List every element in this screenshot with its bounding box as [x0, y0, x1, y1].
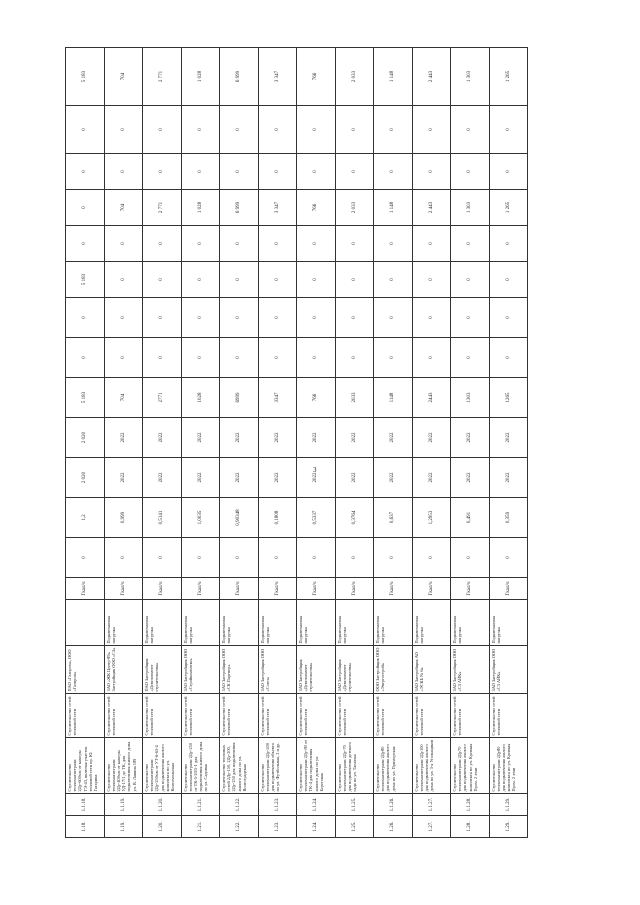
- table-row: [451, 48, 490, 838]
- cell-purpose: Строительство сетей тепловой сети: [451, 694, 490, 738]
- cell-company: ЗАО Застройщик ООО «СЗ АЙК»: [489, 646, 528, 694]
- cell-unit: Гкал/ч: [412, 578, 451, 600]
- cell-v9: 0: [66, 154, 105, 190]
- cell-purpose: Строительство сетей тепловой сети: [66, 694, 105, 738]
- cell-v9: 0: [374, 154, 413, 190]
- cell-v11: 1 148: [374, 48, 413, 106]
- cell-v8: 2 443: [412, 190, 451, 226]
- cell-v7: 0: [220, 226, 259, 262]
- cell-v1: 0: [66, 538, 105, 578]
- cell-load_type: Подключаемая нагрузка: [451, 600, 490, 646]
- page-number: 3: [313, 466, 317, 474]
- cell-v4: 0: [335, 338, 374, 378]
- cell-load_type: Подключаемая нагрузка: [220, 600, 259, 646]
- cell-v11: 1 028: [181, 48, 220, 106]
- cell-v8: 2 771: [143, 190, 182, 226]
- cell-v11: 2 033: [335, 48, 374, 106]
- cell-year2: 2022: [258, 418, 297, 458]
- cell-no: 1.21.: [181, 816, 220, 838]
- cell-load_type: Подключаемая нагрузка: [335, 600, 374, 646]
- cell-no: 1.19.: [104, 816, 143, 838]
- cell-purpose: Строительство сетей тепловой сети: [412, 694, 451, 738]
- cell-v2: 0,3764: [335, 498, 374, 538]
- cell-v3: 1028: [181, 378, 220, 418]
- cell-v11: 1 303: [451, 48, 490, 106]
- cell-company: ПАО Застройщик «Девелопмент строительства»: [143, 646, 182, 694]
- table-row: [143, 48, 182, 838]
- cell-v10: 0: [258, 106, 297, 154]
- cell-purpose: Строительство сетей тепловой сети: [489, 694, 528, 738]
- table-row: [66, 48, 105, 838]
- cell-v4: 0: [489, 338, 528, 378]
- cell-no: 1.18.: [66, 816, 105, 838]
- cell-v8: 2 033: [335, 190, 374, 226]
- cell-v11: 1 265: [489, 48, 528, 106]
- cell-year2: 2022: [451, 418, 490, 458]
- cell-v3: 3347: [258, 378, 297, 418]
- cell-v6: 0: [220, 262, 259, 298]
- cell-v1: 0: [104, 538, 143, 578]
- cell-v8: 3 347: [258, 190, 297, 226]
- cell-v7: 0: [104, 226, 143, 262]
- cell-year1: 2022: [297, 458, 336, 498]
- cell-name: Строительство тепломагистрали 2Ду-80 от ТК-4 для подключения жилого дома по ул. Береговая: [297, 738, 336, 794]
- cell-year1: 2022: [258, 458, 297, 498]
- cell-v7: 0: [489, 226, 528, 262]
- cell-company: ЗАО Застройщик АО «ЭСКБ № 6»: [412, 646, 451, 694]
- cell-year2: 2 020: [66, 418, 105, 458]
- cell-v3: 704: [104, 378, 143, 418]
- table-row: [412, 48, 451, 838]
- cell-v10: 0: [489, 106, 528, 154]
- cell-v8: 1 265: [489, 190, 528, 226]
- cell-company: ЗАО Застройщик ООО «СЗ АЙК»: [451, 646, 490, 694]
- cell-purpose: Строительство сетей тепловой сети: [104, 694, 143, 738]
- table-row: [335, 48, 374, 838]
- cell-unit: Гкал/ч: [181, 578, 220, 600]
- cell-no: 1.25.: [335, 816, 374, 838]
- cell-v8: 704: [104, 190, 143, 226]
- cell-v1: 0: [143, 538, 182, 578]
- cell-v10: 0: [104, 106, 143, 154]
- table-row: [220, 48, 259, 838]
- cell-v5: 0: [258, 298, 297, 338]
- cell-v4: 0: [258, 338, 297, 378]
- cell-v5: 0: [335, 298, 374, 338]
- cell-v2: 0,491: [451, 498, 490, 538]
- cell-unit: Гкал/ч: [258, 578, 297, 600]
- cell-name: Строительство тепломагистрали 2Ду-250мм от УТ-6-63-4 для подключения жилого комплекса по ул. Комсомольская: [143, 738, 182, 794]
- cell-company: ПАО «Газпром», ООО «Газпром»: [66, 646, 105, 694]
- cell-v3: 2033: [335, 378, 374, 418]
- cell-no: 1.22.: [220, 816, 259, 838]
- cell-year1: 2022: [104, 458, 143, 498]
- cell-v8: 1 303: [451, 190, 490, 226]
- cell-v11: 5 183: [66, 48, 105, 106]
- table-row: [374, 48, 413, 838]
- cell-v6: 0: [412, 262, 451, 298]
- cell-load_type: Подключаемая нагрузка: [374, 600, 413, 646]
- cell-year1: 2022: [220, 458, 259, 498]
- cell-unit: Гкал/ч: [143, 578, 182, 600]
- investment-table: [65, 47, 528, 838]
- cell-v1: 0: [297, 538, 336, 578]
- cell-v4: 0: [220, 338, 259, 378]
- cell-code: 1.1.20.: [143, 794, 182, 816]
- cell-v10: 0: [297, 106, 336, 154]
- cell-v3: 2771: [143, 378, 182, 418]
- cell-v1: 0: [335, 538, 374, 578]
- cell-year2: 2022: [412, 418, 451, 458]
- cell-code: 1.1.22.: [220, 794, 259, 816]
- cell-year1: 2022: [374, 458, 413, 498]
- cell-load_type: Подключаемая нагрузка: [181, 600, 220, 646]
- cell-v5: 0: [143, 298, 182, 338]
- cell-v4: 0: [181, 338, 220, 378]
- cell-v11: 2 771: [143, 48, 182, 106]
- cell-load_type: Подключаемая нагрузка: [412, 600, 451, 646]
- cell-v7: 0: [335, 226, 374, 262]
- cell-year1: 2 020: [66, 458, 105, 498]
- cell-v10: 0: [374, 106, 413, 154]
- cell-v5: 0: [412, 298, 451, 338]
- cell-v9: 0: [489, 154, 528, 190]
- cell-v7: 0: [258, 226, 297, 262]
- cell-code: 1.1.29.: [489, 794, 528, 816]
- cell-code: 1.1.18.: [66, 794, 105, 816]
- cell-no: 1.29.: [489, 816, 528, 838]
- cell-v2: 0,1808: [258, 498, 297, 538]
- cell-v2: 0,999: [104, 498, 143, 538]
- cell-purpose: Строительство сетей тепловой сети: [220, 694, 259, 738]
- cell-code: 1.1.24.: [297, 794, 336, 816]
- cell-v9: 0: [335, 154, 374, 190]
- cell-v6: 0: [181, 262, 220, 298]
- cell-year1: 2022: [489, 458, 528, 498]
- cell-code: 1.1.23.: [258, 794, 297, 816]
- cell-v4: 0: [451, 338, 490, 378]
- cell-v4: 0: [104, 338, 143, 378]
- cell-unit: Гкал/ч: [297, 578, 336, 600]
- cell-v5: 0: [451, 298, 490, 338]
- cell-v6: 0: [335, 262, 374, 298]
- table-row: [297, 48, 336, 838]
- cell-unit: Гкал/ч: [451, 578, 490, 600]
- cell-v3: 766: [297, 378, 336, 418]
- cell-v9: 0: [451, 154, 490, 190]
- cell-no: 1.28.: [451, 816, 490, 838]
- cell-load_type: [66, 600, 105, 646]
- cell-year2: 2022: [489, 418, 528, 458]
- cell-v9: 0: [258, 154, 297, 190]
- cell-company: ЗАО «ЖК Центр-89» Застройщик ООО «СЗ»: [104, 646, 143, 694]
- cell-purpose: Строительство сетей тепловой сети: [181, 694, 220, 738]
- cell-v2: 1,2953: [412, 498, 451, 538]
- cell-v5: 0: [489, 298, 528, 338]
- cell-v7: 0: [181, 226, 220, 262]
- cell-v4: 0: [297, 338, 336, 378]
- cell-purpose: Строительство сетей тепловой сети: [143, 694, 182, 738]
- cell-purpose: Строительство сетей тепловой сети: [374, 694, 413, 738]
- cell-v5: 0: [374, 298, 413, 338]
- cell-year2: 2022: [374, 418, 413, 458]
- cell-v4: 0: [143, 338, 182, 378]
- cell-v8: 766: [297, 190, 336, 226]
- cell-v1: 0: [451, 538, 490, 578]
- cell-year1: 2022: [143, 458, 182, 498]
- cell-name: Строительство тепломагистрали 2Ду-200 для подключения объекта по ул. Футбольная, 2 и др.: [258, 738, 297, 794]
- cell-unit: Гкал/ч: [66, 578, 105, 600]
- cell-year2: 2022: [181, 418, 220, 458]
- cell-v9: 0: [297, 154, 336, 190]
- cell-name: Строительство тепломагистрали 2Ду70 для подключения жилого комплекса по ул. Крепкая Пром. 2 этап: [451, 738, 490, 794]
- cell-v9: 0: [412, 154, 451, 190]
- cell-v8: 0: [66, 190, 105, 226]
- cell-v3: 1148: [374, 378, 413, 418]
- cell-v4: 0: [66, 338, 105, 378]
- table-row: [258, 48, 297, 838]
- cell-v11: 3 347: [258, 48, 297, 106]
- cell-v10: 0: [412, 106, 451, 154]
- cell-v2: 0,5337: [297, 498, 336, 538]
- cell-v2: 1,2: [66, 498, 105, 538]
- cell-year1: 2022: [335, 458, 374, 498]
- cell-v3: 1303: [451, 378, 490, 418]
- cell-v5: 0: [220, 298, 259, 338]
- cell-v10: 0: [66, 106, 105, 154]
- cell-v2: 0,5141: [143, 498, 182, 538]
- cell-v7: 0: [412, 226, 451, 262]
- cell-v3: 5 183: [66, 378, 105, 418]
- cell-v3: 2443: [412, 378, 451, 418]
- cell-unit: Гкал/ч: [335, 578, 374, 600]
- cell-no: 1.23.: [258, 816, 297, 838]
- cell-v6: 0: [104, 262, 143, 298]
- cell-year1: 2022: [181, 458, 220, 498]
- cell-code: 1.1.21.: [181, 794, 220, 816]
- cell-v11: 766: [297, 48, 336, 106]
- cell-v9: 0: [220, 154, 259, 190]
- cell-v9: 0: [181, 154, 220, 190]
- cell-v6: 5 183: [66, 262, 105, 298]
- cell-v2: 0,90348: [220, 498, 259, 538]
- cell-company: ЗАО Застройщик «Девелопмент строительства»: [297, 646, 336, 694]
- table-row: [104, 48, 143, 838]
- cell-year2: 2022: [143, 418, 182, 458]
- cell-v5: 0: [181, 298, 220, 338]
- cell-year1: 2022: [412, 458, 451, 498]
- cell-v10: 0: [181, 106, 220, 154]
- cell-v6: 0: [297, 262, 336, 298]
- cell-v10: 0: [143, 106, 182, 154]
- cell-company: ЗАО Застройщик ООО «Союз»: [258, 646, 297, 694]
- cell-v2: 0,637: [374, 498, 413, 538]
- cell-v10: 0: [220, 106, 259, 154]
- cell-v3: 6999: [220, 378, 259, 418]
- cell-company: ЗАО Застройщик «Девелопмент строительства»: [335, 646, 374, 694]
- cell-v4: 0: [412, 338, 451, 378]
- cell-v7: 0: [451, 226, 490, 262]
- cell-code: 1.1.28.: [451, 794, 490, 816]
- cell-v1: 0: [258, 538, 297, 578]
- cell-code: 1.1.19.: [104, 794, 143, 816]
- cell-code: 1.1.26.: [374, 794, 413, 816]
- cell-v7: 0: [374, 226, 413, 262]
- cell-company: ЗАО Застройщик ООО «Стройкомплекс»: [181, 646, 220, 694]
- cell-code: 1.1.25.: [335, 794, 374, 816]
- cell-v8: 6 999: [220, 190, 259, 226]
- cell-load_type: Подключаемая нагрузка: [489, 600, 528, 646]
- cell-v4: 0: [374, 338, 413, 378]
- cell-v6: 0: [489, 262, 528, 298]
- cell-v2: 1,0035: [181, 498, 220, 538]
- cell-v1: 0: [412, 538, 451, 578]
- cell-no: 1.26.: [374, 816, 413, 838]
- cell-v3: 1265: [489, 378, 528, 418]
- cell-v1: 0: [220, 538, 259, 578]
- cell-load_type: Подключаемая нагрузка: [143, 600, 182, 646]
- cell-load_type: Подключаемая нагрузка: [258, 600, 297, 646]
- cell-v11: 704: [104, 48, 143, 106]
- cell-unit: Гкал/ч: [374, 578, 413, 600]
- cell-year1: 2022: [451, 458, 490, 498]
- cell-company: ООО Застройщик ООО «Энергострой»: [374, 646, 413, 694]
- cell-code: 1.1.27.: [412, 794, 451, 816]
- cell-name: Строительство тепломагистрали 2Ду-600мм от камеры ТЭ-43, включая участок тепловой сети пр. Ю. Гагарина: [66, 738, 105, 794]
- cell-year2: 2022: [297, 418, 336, 458]
- table-row: [489, 48, 528, 838]
- cell-v2: 0,359: [489, 498, 528, 538]
- cell-year2: 2022: [335, 418, 374, 458]
- cell-purpose: Строительство сетей тепловой сети: [297, 694, 336, 738]
- cell-v11: 2 443: [412, 48, 451, 106]
- cell-name: Строительство тепломагистрали 2Ду-70 для подключения детского сада по ул. Таежная: [335, 738, 374, 794]
- cell-no: 1.27.: [412, 816, 451, 838]
- cell-v5: 0: [104, 298, 143, 338]
- cell-name: Строительство тепломагистрали 2Ду80 для подключения жилого комплекса по ул. Крепкая Пром. 2 этап: [489, 738, 528, 794]
- cell-v6: 0: [143, 262, 182, 298]
- cell-v1: 0: [181, 538, 220, 578]
- cell-year2: 2022: [220, 418, 259, 458]
- cell-v6: 0: [258, 262, 297, 298]
- cell-v9: 0: [143, 154, 182, 190]
- cell-unit: Гкал/ч: [104, 578, 143, 600]
- cell-name: Строительство тепловых сетей 2Ду-150, 2Ду-200, 2Ду-250 для подключения жилого дома по ул. Волгоградская: [220, 738, 259, 794]
- cell-v10: 0: [335, 106, 374, 154]
- cell-unit: Гкал/ч: [220, 578, 259, 600]
- cell-v8: 1 148: [374, 190, 413, 226]
- cell-v11: 6 999: [220, 48, 259, 106]
- cell-v1: 0: [374, 538, 413, 578]
- cell-v7: 0: [143, 226, 182, 262]
- cell-v8: 1 028: [181, 190, 220, 226]
- cell-v7: 0: [66, 226, 105, 262]
- cell-v7: 0: [297, 226, 336, 262]
- cell-no: 1.24.: [297, 816, 336, 838]
- cell-v10: 0: [451, 106, 490, 154]
- cell-year2: 2022: [104, 418, 143, 458]
- cell-unit: Гкал/ч: [489, 578, 528, 600]
- cell-company: ЗАО Застройщик ООО «СК Партнер»: [220, 646, 259, 694]
- cell-v6: 0: [451, 262, 490, 298]
- cell-no: 1.20.: [143, 816, 182, 838]
- cell-load_type: Подключаемая нагрузка: [297, 600, 336, 646]
- cell-load_type: Подключаемая нагрузка: [104, 600, 143, 646]
- cell-name: Строительство тепломагистрали 2Ду-400мм от камеры УД-17/1 до ТК, для подключения жилого дома ул. В. Лавина 189: [104, 738, 143, 794]
- cell-name: Строительство тепломагистрали 2Ду-250 от ТК-5-20/5-1 для подключения жилого дома по ул. Садовая: [181, 738, 220, 794]
- rotated-page: [65, 68, 580, 838]
- cell-v6: 0: [374, 262, 413, 298]
- cell-v5: 0: [66, 298, 105, 338]
- cell-name: Строительство тепломагистрали 2Ду80 для подключения жилого дома по ул. Приморская: [374, 738, 413, 794]
- cell-v1: 0: [489, 538, 528, 578]
- cell-name: Строительство тепломагистрали 2Ду100 для подключения жилого дома по ул. 3-я Угольщиков: [412, 738, 451, 794]
- cell-v9: 0: [104, 154, 143, 190]
- cell-v5: 0: [297, 298, 336, 338]
- cell-purpose: Строительство сетей тепловой сети: [258, 694, 297, 738]
- table-row: [181, 48, 220, 838]
- cell-purpose: Строительство сетей тепловой сети: [335, 694, 374, 738]
